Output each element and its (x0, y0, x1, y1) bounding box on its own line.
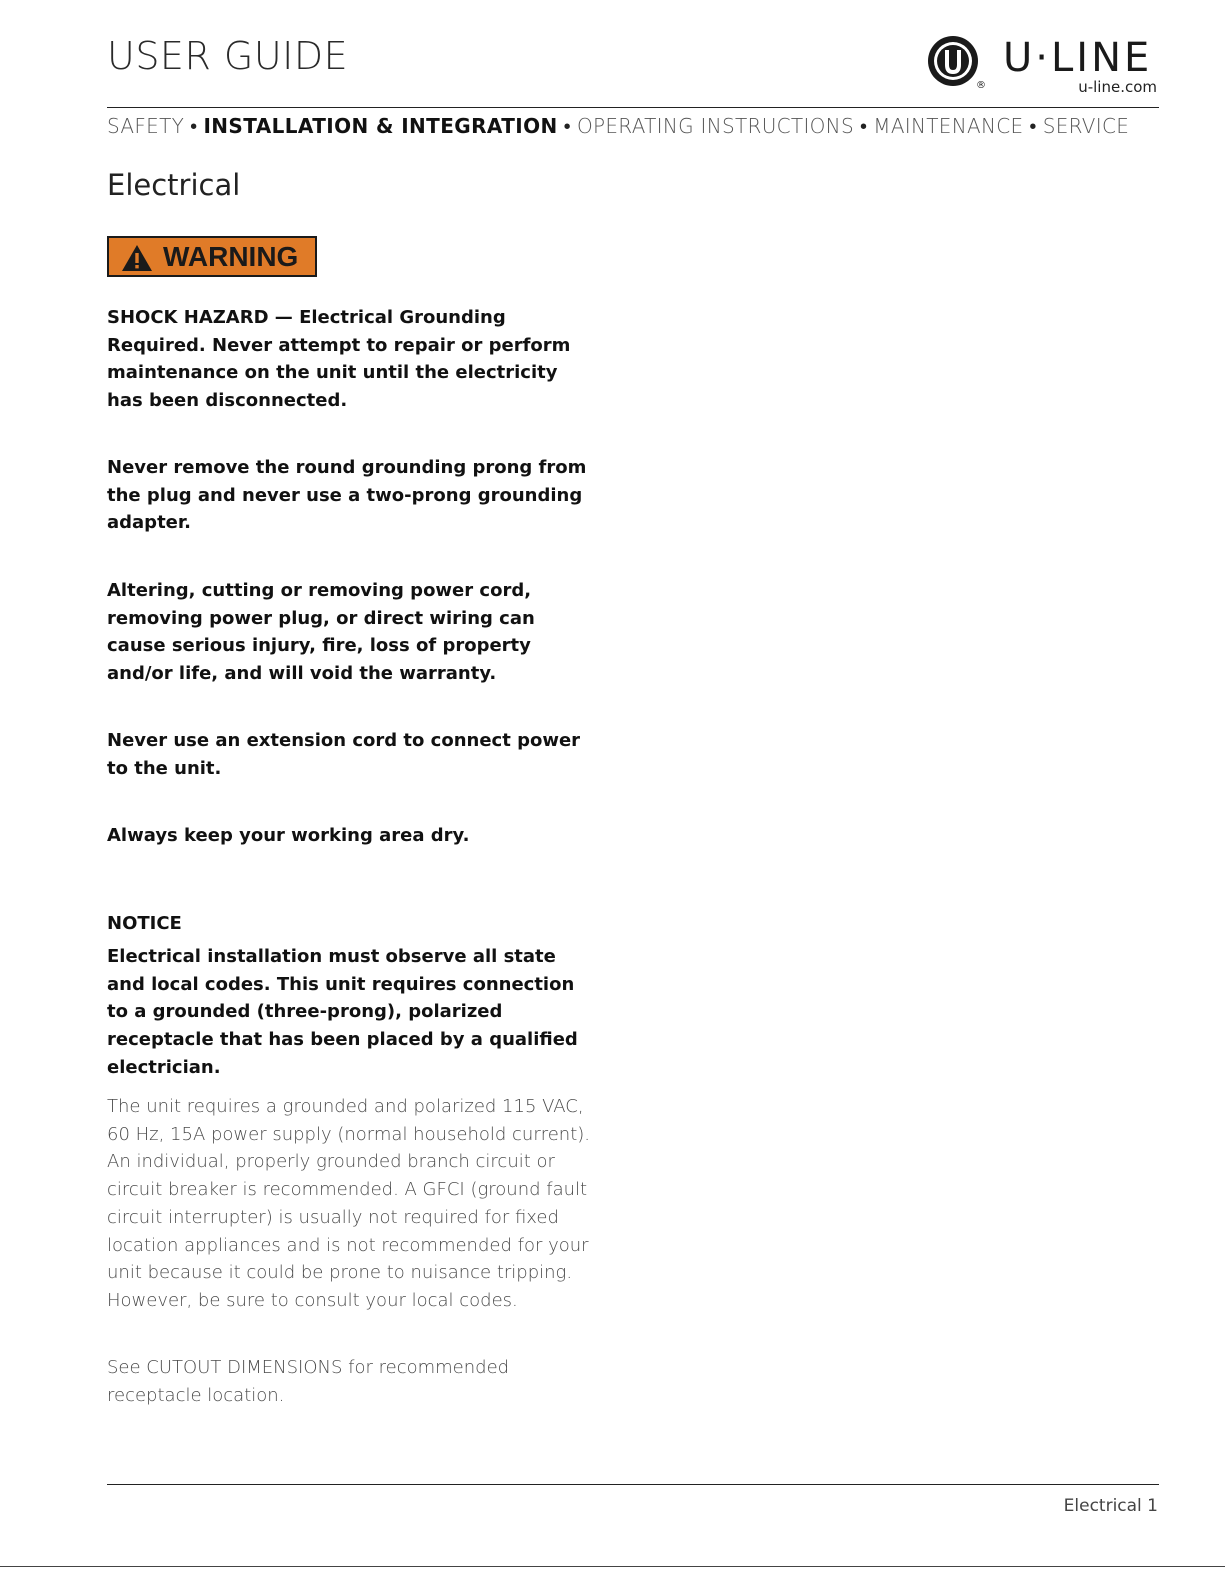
warning-badge (107, 236, 317, 277)
nav-item-service[interactable]: SERVICE (1042, 114, 1130, 138)
registered-mark: ® (976, 80, 986, 91)
notice-text: Electrical installation must observe all state and local codes. This unit requires connection to a grounded (three-prong), polarized receptacle that has been placed by a qualified electrician. (107, 946, 578, 1078)
u-line-logo-icon (925, 32, 995, 92)
warning-paragraph-1-block (107, 304, 597, 415)
body-paragraph-2: See CUTOUT DIMENSIONS for recommended receptacle location. (107, 1357, 510, 1406)
nav-separator: • (859, 114, 868, 138)
warning-label: WARNING (163, 241, 299, 272)
nav-item-maintenance[interactable]: MAINTENANCE (873, 114, 1024, 138)
warning-paragraph-2-block (107, 454, 597, 537)
header-divider (107, 107, 1159, 108)
nav-separator: • (563, 114, 571, 138)
warning-paragraph-5: Always keep your working area dry. (107, 825, 470, 846)
brand-logo-block[interactable] (925, 32, 1165, 98)
notice-block (107, 913, 597, 934)
nav-item-operating[interactable]: OPERATING INSTRUCTIONS (576, 114, 854, 138)
body-paragraph-2-block (107, 1354, 597, 1409)
warning-triangle-icon (121, 244, 153, 272)
warning-paragraph-3: Altering, cutting or removing power cord, removing power plug, or direct wiring can cause serious injury, fire, loss of property and/or life, and will void the warranty. (107, 580, 535, 685)
warning-paragraph-1: SHOCK HAZARD — Electrical Grounding Required. Never attempt to repair or perform maintenance on the unit until the electricity has been disconnected. (107, 307, 571, 412)
footer-divider (107, 1484, 1159, 1485)
warning-paragraph-4-block (107, 727, 597, 782)
page-edge-line (0, 1566, 1225, 1567)
warning-paragraph-3-block (107, 577, 597, 688)
nav-item-installation[interactable]: INSTALLATION & INTEGRATION (203, 114, 558, 138)
warning-paragraph-2: Never remove the round grounding prong from the plug and never use a two-prong grounding adapter. (107, 457, 587, 534)
warning-paragraph-5-block (107, 822, 597, 850)
brand-url[interactable]: u-line.com (1078, 78, 1157, 96)
notice-label: NOTICE (107, 913, 182, 934)
document-title: USER GUIDE (107, 34, 349, 78)
body-paragraph-1-block (107, 1093, 597, 1315)
nav-separator: • (190, 114, 198, 138)
body-paragraph-1: The unit requires a grounded and polarized 115 VAC, 60 Hz, 15A power supply (normal household current). An individual, properly grounded branch circuit or circuit breaker is recommended. A GFCI (ground fault circuit interrupter) is usually not required for fixed location appliances and is not recommended for your unit because it could be prone to nuisance tripping. However, be sure to consult your local codes. (107, 1096, 591, 1311)
brand-name: U·LINE (1003, 35, 1153, 81)
notice-text-block (107, 943, 597, 1082)
warning-paragraph-4: Never use an extension cord to connect power to the unit. (107, 730, 581, 779)
page-number: Electrical 1 (1063, 1496, 1158, 1516)
section-title: Electrical (107, 168, 241, 202)
nav-separator: • (1029, 114, 1037, 138)
nav-item-safety[interactable]: SAFETY (107, 114, 185, 138)
section-nav (107, 114, 1159, 140)
